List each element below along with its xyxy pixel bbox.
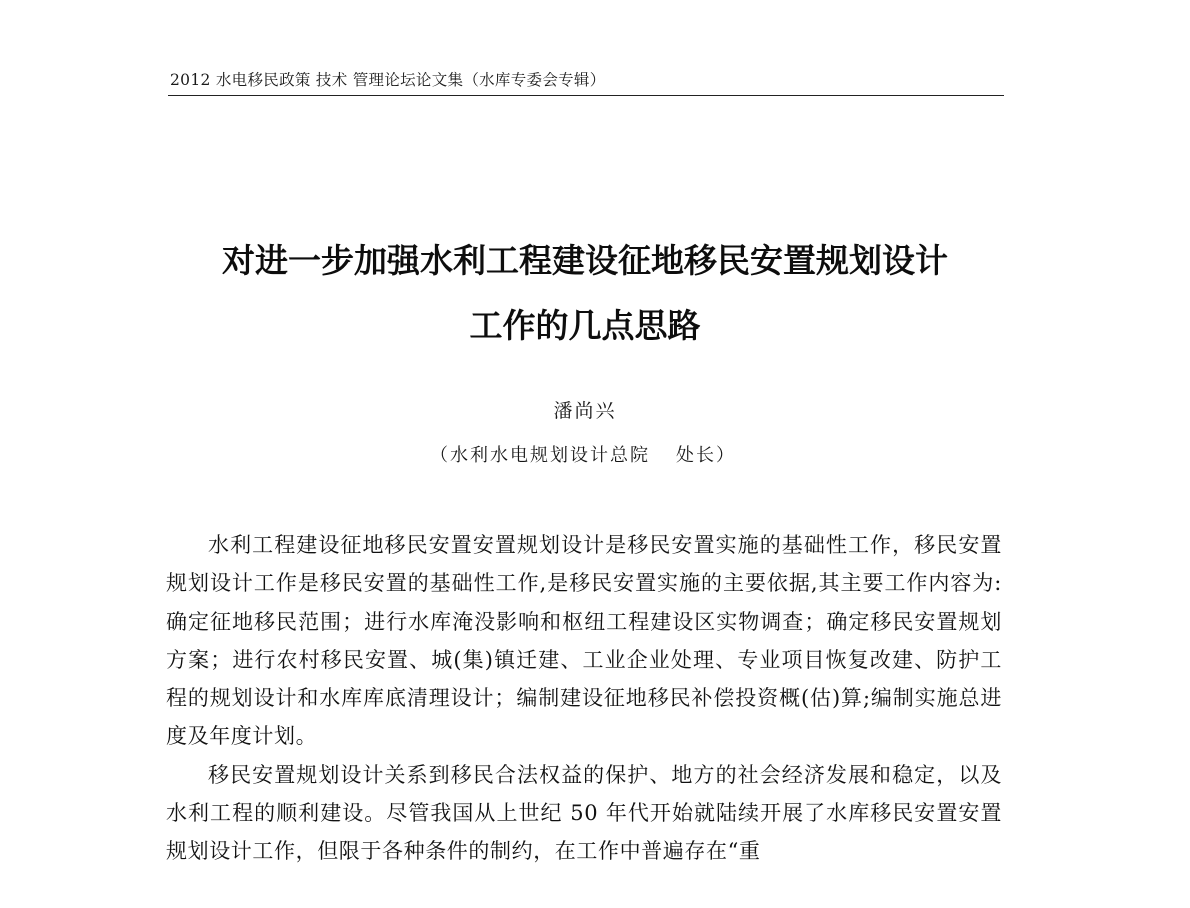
paper-title-line-2: 工作的几点思路: [469, 306, 701, 346]
affiliation-organization: 水利水电规划设计总院: [450, 445, 650, 466]
affiliation-close-paren: ）: [716, 445, 736, 466]
running-header-title: 2012 水电移民政策 技术 管理论坛论文集（水库专委会专辑）: [170, 71, 606, 89]
paper-title: [150, 241, 1020, 346]
affiliation-open-paren: （: [430, 445, 450, 466]
affiliation-role: 处长: [676, 445, 716, 466]
running-header: [168, 64, 1004, 98]
body-paragraph-1: 水利工程建设征地移民安置安置规划设计是移民安置实施的基础性工作，移民安置规划设计工作是移民安置的基础性工作,是移民安置实施的主要依据,其主要工作内容为:确定征地移民范围；进行水库淹没影响和枢纽工程建设区实物调查；确定移民安置规划方案；进行农村移民安置、城(集)镇迁建、工业企业处理、专业项目恢复改建、防护工程的规划设计和水库库底清理设计；编制建设征地移民补偿投资概(估)算;编制实施总进度及年度计划。: [166, 533, 1002, 749]
author-name: 潘尚兴: [553, 400, 617, 422]
author-affiliation: [0, 441, 1166, 467]
body-text: [166, 526, 1002, 871]
body-paragraph-2: 移民安置规划设计关系到移民合法权益的保护、地方的社会经济发展和稳定，以及水利工程的顺利建设。尽管我国从上世纪 50 年代开始就陆续开展了水库移民安置安置规划设计工作，但限于各种条件的制约，在工作中普遍存在“重: [166, 762, 1002, 864]
paper-title-line-1: 对进一步加强水利工程建设征地移民安置规划设计: [222, 241, 948, 281]
header-rule: [168, 95, 1004, 96]
